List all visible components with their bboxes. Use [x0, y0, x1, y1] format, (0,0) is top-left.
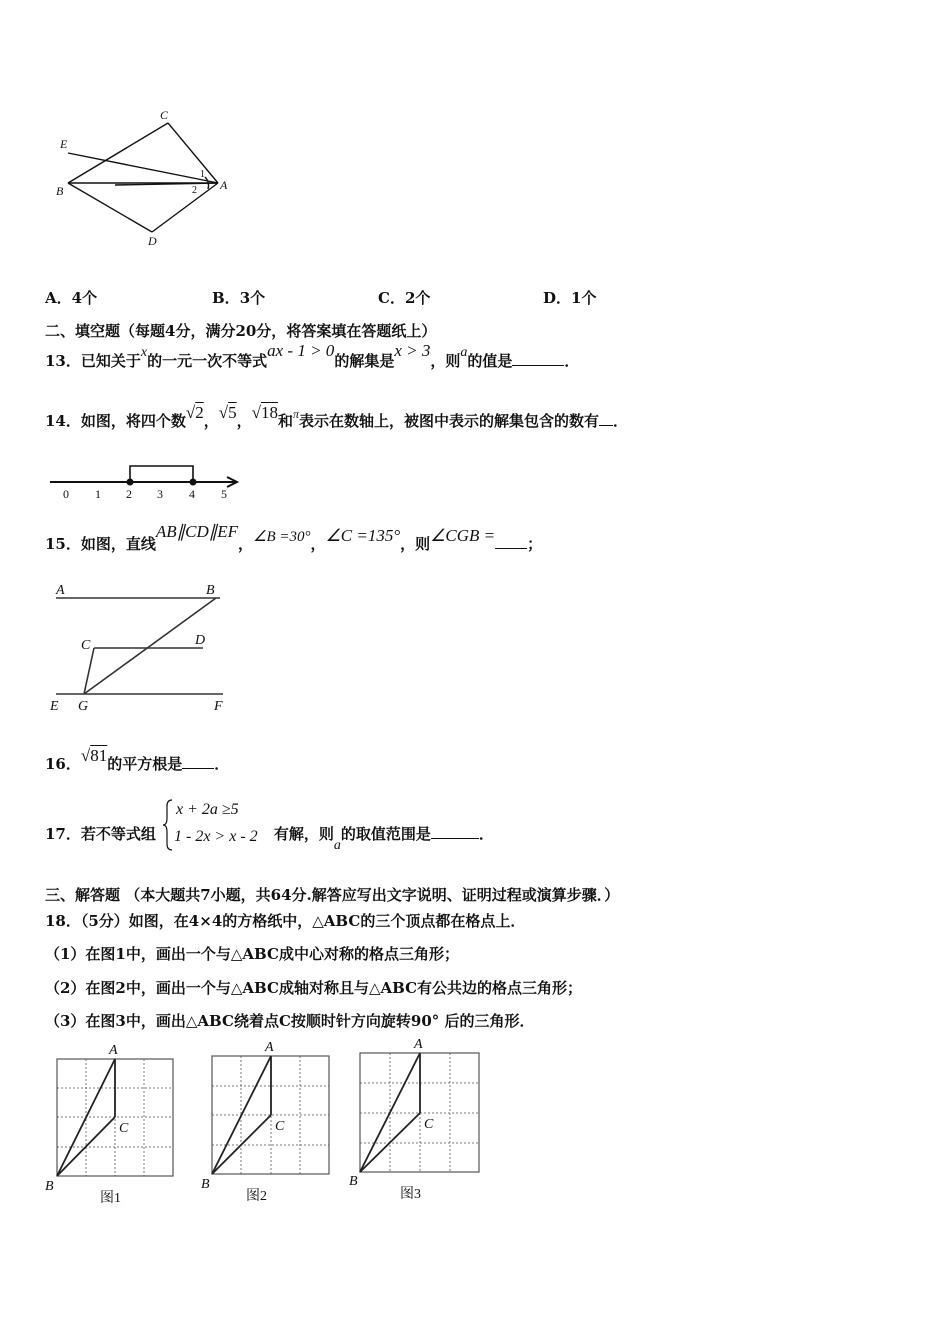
- grid-figure-3: [347, 1035, 487, 1205]
- tick-0: 0: [63, 487, 69, 501]
- label-a: A: [56, 583, 65, 598]
- option-b: B．3个: [212, 289, 266, 307]
- angle-2-label: 2: [192, 185, 197, 196]
- label-b: B: [206, 583, 215, 598]
- label-c: C: [160, 108, 169, 122]
- inequality-1: x + 2a ≥5: [176, 801, 239, 818]
- label-a: A: [265, 1040, 274, 1055]
- question-18-part-3: （3）在图3中，画出△ABC绕着点C按顺时针方向旋转90° 后的三角形．: [45, 1012, 535, 1030]
- label-c: C: [81, 638, 91, 653]
- label-f: F: [214, 699, 223, 714]
- grid-figure-2: [199, 1038, 334, 1208]
- question-13: 13．已知关于x的一元一次不等式ax - 1 > 0的解集是x > 3，则a的值是 ．: [45, 341, 580, 370]
- angle-1-label: 1: [200, 169, 205, 180]
- label-b: B: [56, 184, 64, 198]
- caption-figure-2: 图2: [246, 1189, 267, 1204]
- label-c: C: [275, 1119, 285, 1134]
- label-b: B: [45, 1179, 54, 1194]
- label-g: G: [78, 699, 89, 714]
- tick-2: 2: [126, 487, 132, 501]
- caption-figure-3: 图3: [400, 1187, 421, 1202]
- label-c: C: [424, 1117, 434, 1132]
- parallel-lines-figure: [48, 578, 238, 718]
- question-14: 14．如图，将四个数√2，√5，√18和$^\pi$表示在数轴上，被图中表示的解集包含的数有 ．: [45, 403, 629, 430]
- question-17: 17．若不等式组 有解，则a的取值范围是 ．: [45, 825, 494, 853]
- label-d: D: [148, 234, 157, 248]
- question-18-title: 18．（5分）如图，在4×4的方格纸中，△ABC的三个顶点都在格点上．: [45, 912, 526, 930]
- question-15: 15．如图，直线AB∥CD∥EF，∠B =30°，∠C =135°，则∠CGB = ；: [45, 522, 543, 553]
- option-d: D．1个: [543, 289, 597, 307]
- label-a: A: [109, 1043, 118, 1058]
- label-b: B: [201, 1177, 210, 1192]
- tick-1: 1: [95, 487, 101, 501]
- question-16: 16．√81的平方根是 ．: [45, 746, 230, 773]
- inequality-system: [162, 798, 282, 852]
- label-e: E: [50, 699, 59, 714]
- section-3-heading: 三、解答题 （本大题共7小题，共64分.解答应写出文字说明、证明过程或演算步骤．）: [45, 886, 620, 904]
- question-18-part-2: （2）在图2中，画出一个与△ABC成轴对称且与△ABC有公共边的格点三角形；: [45, 979, 583, 997]
- triangle-figure: [50, 105, 240, 250]
- section-2-heading: 二、填空题（每题4分，满分20分，将答案填在答题纸上）: [45, 322, 437, 340]
- grid-figure-1: [45, 1040, 180, 1210]
- option-c: C．2个: [378, 289, 431, 307]
- label-a: A: [220, 178, 228, 192]
- question-18-part-1: （1）在图1中，画出一个与△ABC成中心对称的格点三角形；: [45, 945, 459, 963]
- label-b: B: [349, 1174, 358, 1189]
- tick-5: 5: [221, 487, 227, 501]
- caption-figure-1: 图1: [100, 1191, 121, 1206]
- tick-4: 4: [189, 487, 195, 501]
- tick-3: 3: [157, 487, 163, 501]
- label-c: C: [119, 1121, 129, 1136]
- label-d: D: [195, 633, 206, 648]
- option-a: A．4个: [45, 289, 98, 307]
- label-e: E: [60, 137, 68, 151]
- number-line: [45, 458, 245, 504]
- label-a: A: [414, 1037, 423, 1052]
- inequality-2: 1 - 2x > x - 2: [174, 828, 258, 845]
